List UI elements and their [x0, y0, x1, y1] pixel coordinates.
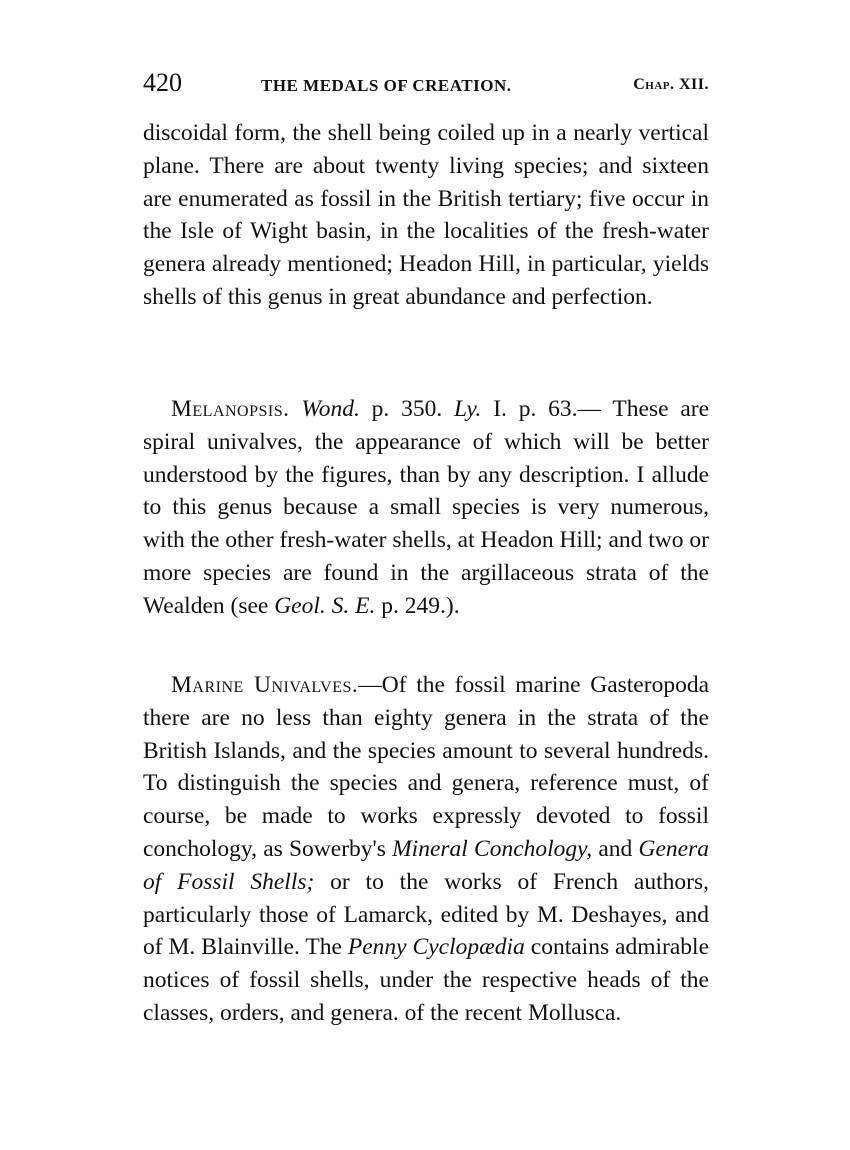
reference-page: p. 350.: [359, 396, 455, 422]
paragraph-continuation: [143, 117, 709, 314]
work-title: Mineral Conchology,: [392, 835, 593, 862]
reference-title: Ly.: [454, 396, 482, 422]
work-title: Penny Cyclopædia: [347, 934, 525, 961]
paragraph-text: and: [592, 835, 639, 862]
reference-page: p. 249.).: [375, 592, 460, 619]
running-title: THE MEDALS OF CREATION.: [261, 76, 512, 95]
paragraph-text: —Of the fossil marine Gasteropoda there are no less than eighty genera in the strata of the British Islands, and the species amount to several hundreds. To distinguish the species and genera, reference must, of course, be made to works expressly devoted to fossil conchology, as Sowerby's: [143, 672, 709, 862]
work-title: Genera of Fossil Shells;: [143, 835, 709, 895]
paragraph-text: or to the works of French authors, particularly those of Lamarck, edited by M. Deshayes, and of M. Blainville. The: [143, 868, 709, 961]
page-number: 420: [143, 68, 182, 97]
reference-page: I. p. 63.—: [481, 396, 602, 422]
paragraph-text: discoidal form, the shell being coiled up in a nearly vertical plane. There are about twenty living species; and sixteen are enumerated as fossil in the British tertiary; five occur in the Isle of Wight basin, in the localities of the fresh-water genera already mentioned; Headon Hill, in particular, yields shells of this genus in great abundance and perfection.: [143, 120, 709, 310]
paragraph-marine-univalves: [143, 669, 709, 1030]
paragraph-text: These are spiral univalves, the appearance of which will be better understood by the figures, than by any description. I allude to this genus because a small species is very numerous, with the other fresh-water shells, at Headon Hill; and two or more species are found in the argillaceous strata of the Wealden (see: [143, 396, 710, 619]
section-heading: Melanopsis.: [171, 396, 290, 422]
page-header: [143, 68, 709, 102]
paragraph-text: contains admirable notices of fossil shells, under the respective heads of the classes, orders, and genera. of the recent Mollusca.: [143, 934, 710, 1026]
reference-title: Wond.: [301, 396, 360, 422]
section-heading: Marine Univalves.: [171, 672, 359, 698]
chapter-label: Chap. XII.: [633, 76, 709, 93]
paragraph-melanopsis: [143, 393, 709, 623]
reference-title: Geol. S. E.: [274, 592, 376, 619]
